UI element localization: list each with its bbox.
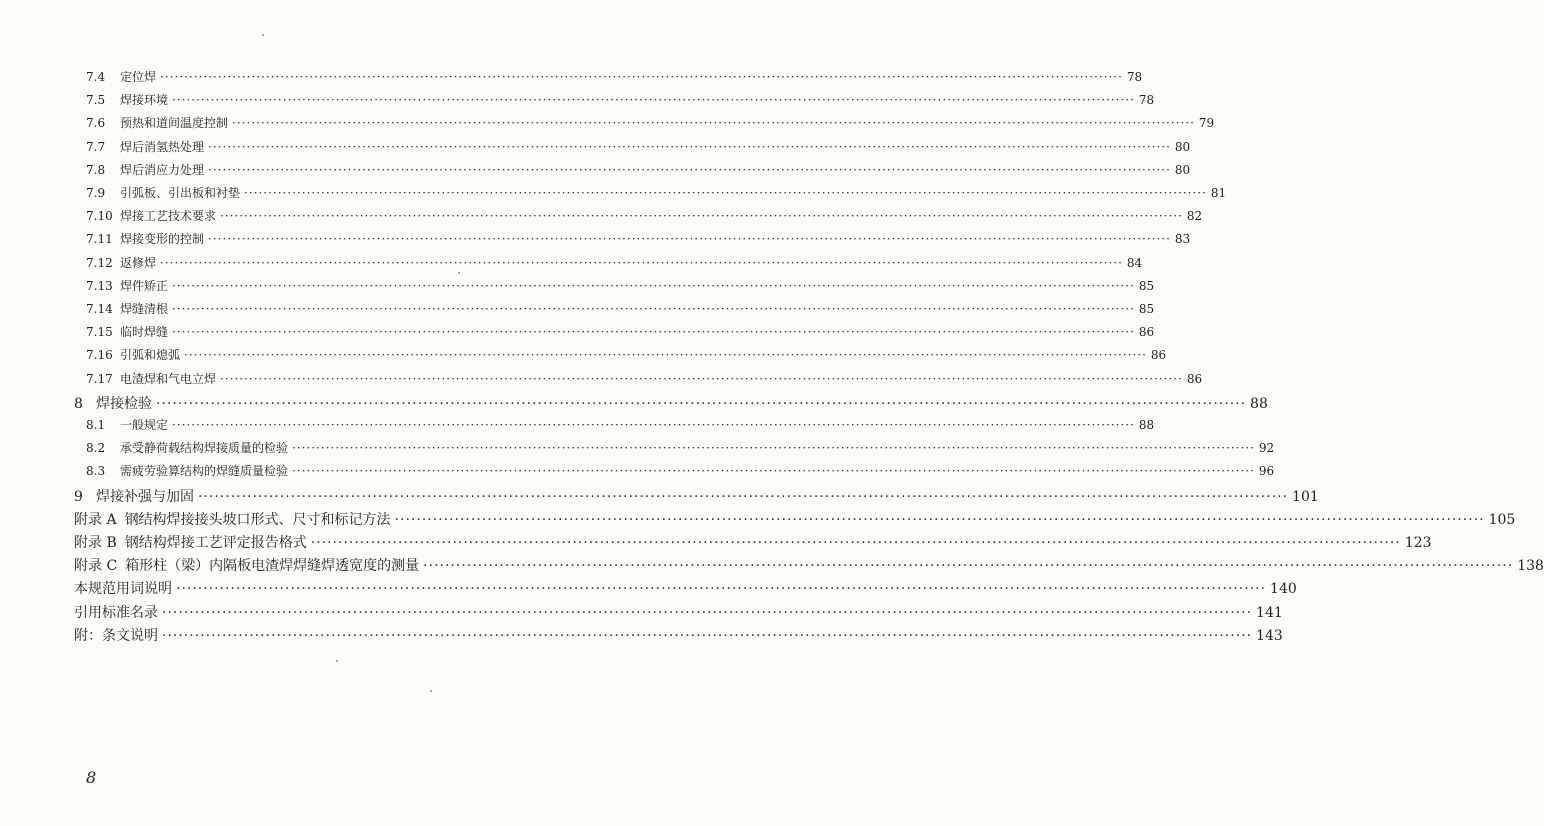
toc-entry	[74, 393, 1268, 413]
toc-entry-page: 143	[1256, 627, 1283, 644]
toc-entry-page: 141	[1256, 604, 1283, 621]
toc-entry-title: 焊缝清根	[120, 302, 169, 316]
toc-entry	[86, 68, 1143, 85]
toc-entry-title: 钢结构焊接工艺评定报告格式	[124, 535, 307, 551]
dot-leader: ········································································································································································································	[292, 464, 1255, 479]
dot-leader: ········································································································································································································	[208, 232, 1171, 247]
toc-entry	[86, 300, 1155, 317]
toc-entry-number: 附录 A	[74, 511, 117, 528]
toc-entry-number: 7.6	[86, 116, 106, 131]
toc-entry-title: 焊接补强与加固	[96, 488, 194, 505]
toc-entry	[86, 254, 1143, 271]
toc-entry	[74, 602, 1283, 622]
toc-entry-title: 预热和道间温度控制	[120, 116, 229, 131]
toc-entry-title: 焊后消应力处理	[120, 162, 205, 177]
toc-entry-page: 140	[1270, 581, 1297, 598]
toc-entry	[74, 532, 1432, 552]
toc-entry-title: 焊接工艺技术要求	[120, 209, 217, 224]
toc-entry-page: 96	[1258, 464, 1275, 479]
toc-entry-number: 7.12	[86, 255, 113, 270]
toc-entry-page: 85	[1138, 302, 1155, 316]
toc-entry-title: 引弧板、引出板和衬垫	[120, 186, 241, 200]
toc-entry	[86, 277, 1155, 294]
toc-entry	[86, 230, 1191, 247]
toc-entry-title: 引弧和熄弧	[120, 348, 181, 363]
toc-entry	[86, 161, 1191, 178]
dot-leader: ········································································································································································································	[160, 255, 1123, 270]
toc-entry-page: 78	[1138, 93, 1155, 108]
toc-entry-title: 本规范用词说明	[74, 581, 172, 598]
toc-entry-title: 引用标准名录	[74, 604, 158, 621]
toc-entry-title: 焊件矫正	[120, 278, 169, 293]
dot-leader: ········································································································································································································	[208, 139, 1171, 154]
toc-entry-page: 86	[1186, 371, 1203, 386]
toc-entry	[86, 184, 1227, 201]
toc-entry-title: 焊接变形的控制	[120, 232, 205, 247]
dot-leader: ········································································································································································································	[394, 511, 1485, 528]
toc-entry-page: 78	[1126, 70, 1143, 84]
dot-leader: ········································································································································································································	[310, 535, 1401, 551]
toc-entry-number: 7.11	[86, 232, 113, 247]
toc-entry-page: 101	[1292, 488, 1319, 505]
toc-entry-title: 焊后消氢热处理	[120, 139, 205, 154]
toc-entry-page: 79	[1198, 116, 1215, 131]
toc-entry-page: 86	[1138, 325, 1155, 340]
toc-entry-title: 焊接环境	[120, 93, 169, 108]
toc-entry	[86, 346, 1167, 363]
toc-entry	[74, 555, 1544, 575]
toc-entry-page: 81	[1210, 186, 1227, 200]
toc-entry-title: 需疲劳验算结构的焊缝质量检验	[120, 464, 289, 479]
toc-entry-page: 92	[1258, 441, 1275, 456]
toc-entry-number: 8	[74, 395, 83, 412]
dot-leader: ········································································································································································································	[423, 558, 1514, 575]
toc-entry-page: 83	[1174, 232, 1191, 247]
toc-entry-title: 钢结构焊接接头坡口形式、尺寸和标记方法	[124, 511, 391, 528]
toc-entry	[74, 486, 1319, 506]
dot-leader: ········································································································································································································	[232, 116, 1195, 131]
dot-leader: ········································································································································································································	[184, 348, 1147, 363]
dot-leader: ········································································································································································································	[172, 278, 1135, 293]
dot-leader: ········································································································································································································	[160, 70, 1123, 84]
toc-entry-title: 承受静荷载结构焊接质量的检验	[120, 441, 289, 456]
dot-leader: ········································································································································································································	[172, 302, 1135, 316]
toc-entry	[86, 138, 1191, 155]
toc-entry-number: 7.5	[86, 93, 106, 108]
toc-entry-number: 附录 C	[74, 558, 118, 575]
toc-entry	[86, 462, 1275, 479]
toc-entry-number: 7.14	[86, 302, 113, 316]
dot-leader: ········································································································································································································	[172, 93, 1135, 108]
toc-entry-number: 7.13	[86, 278, 113, 293]
toc-entry	[86, 114, 1215, 131]
toc-entry-number: 7.7	[86, 139, 106, 154]
toc-entry-title: 焊接检验	[96, 395, 152, 412]
dot-leader: ········································································································································································································	[172, 418, 1135, 432]
toc-entry-number: 7.9	[86, 186, 106, 200]
dot-leader: ········································································································································································································	[162, 627, 1253, 644]
toc-entry	[86, 439, 1275, 456]
toc-entry-number: 7.16	[86, 348, 113, 363]
toc-entry	[86, 370, 1203, 387]
toc-entry-page: 105	[1488, 511, 1516, 528]
toc-entry-title: 临时焊缝	[120, 325, 169, 340]
toc-entry-number: 7.17	[86, 371, 113, 386]
speck	[262, 34, 264, 36]
toc-entry-page: 80	[1174, 162, 1191, 177]
speck	[458, 272, 460, 274]
toc-entry-page: 82	[1186, 209, 1203, 224]
toc-entry	[86, 91, 1155, 108]
toc-entry-number: 7.8	[86, 162, 106, 177]
toc-entry-page: 138	[1517, 558, 1544, 575]
dot-leader: ········································································································································································································	[292, 441, 1255, 456]
toc-entry-title: 电渣焊和气电立焊	[120, 371, 217, 386]
dot-leader: ········································································································································································································	[176, 581, 1267, 598]
speck	[336, 660, 338, 662]
toc-entry-page: 88	[1250, 395, 1268, 412]
speck	[430, 690, 432, 692]
toc-entry-title: 一般规定	[120, 418, 169, 432]
toc-entry	[86, 207, 1203, 224]
toc-entry-page: 123	[1404, 535, 1432, 551]
toc-entry-page: 80	[1174, 139, 1191, 154]
toc-entry-title: 返修焊	[120, 255, 157, 270]
toc-entry-number: 8.3	[86, 464, 106, 479]
toc-entry-page: 86	[1150, 348, 1167, 363]
toc-entry-number: 7.4	[86, 70, 106, 84]
toc-entry-title: 定位焊	[120, 70, 157, 84]
toc-entry-number: 8.2	[86, 441, 106, 456]
dot-leader: ········································································································································································································	[162, 604, 1253, 621]
toc-entry-title: 附：条文说明	[74, 627, 158, 644]
toc-entry-number: 7.15	[86, 325, 113, 340]
dot-leader: ········································································································································································································	[172, 325, 1135, 340]
toc-entry	[74, 578, 1297, 598]
dot-leader: ········································································································································································································	[156, 395, 1247, 412]
toc-entry-number: 7.10	[86, 209, 113, 224]
toc-entry-title: 箱形柱（梁）内隔板电渣焊焊缝焊透宽度的测量	[125, 558, 420, 575]
toc-entry	[74, 509, 1516, 529]
dot-leader: ········································································································································································································	[208, 162, 1171, 177]
toc-entry-number: 附录 B	[74, 535, 117, 551]
dot-leader: ········································································································································································································	[220, 371, 1183, 386]
dot-leader: ········································································································································································································	[220, 209, 1183, 224]
toc-entry-page: 84	[1126, 255, 1143, 270]
toc-entry-page: 88	[1138, 418, 1155, 432]
toc-entry	[86, 323, 1155, 340]
toc-entry	[86, 416, 1155, 433]
dot-leader: ········································································································································································································	[198, 488, 1289, 505]
dot-leader: ········································································································································································································	[244, 186, 1207, 200]
toc-entry-number: 9	[74, 488, 83, 505]
toc-entry-number: 8.1	[86, 418, 106, 432]
toc-entry-page: 85	[1138, 278, 1155, 293]
toc-entry	[74, 625, 1283, 645]
page-number: 8	[86, 768, 97, 787]
